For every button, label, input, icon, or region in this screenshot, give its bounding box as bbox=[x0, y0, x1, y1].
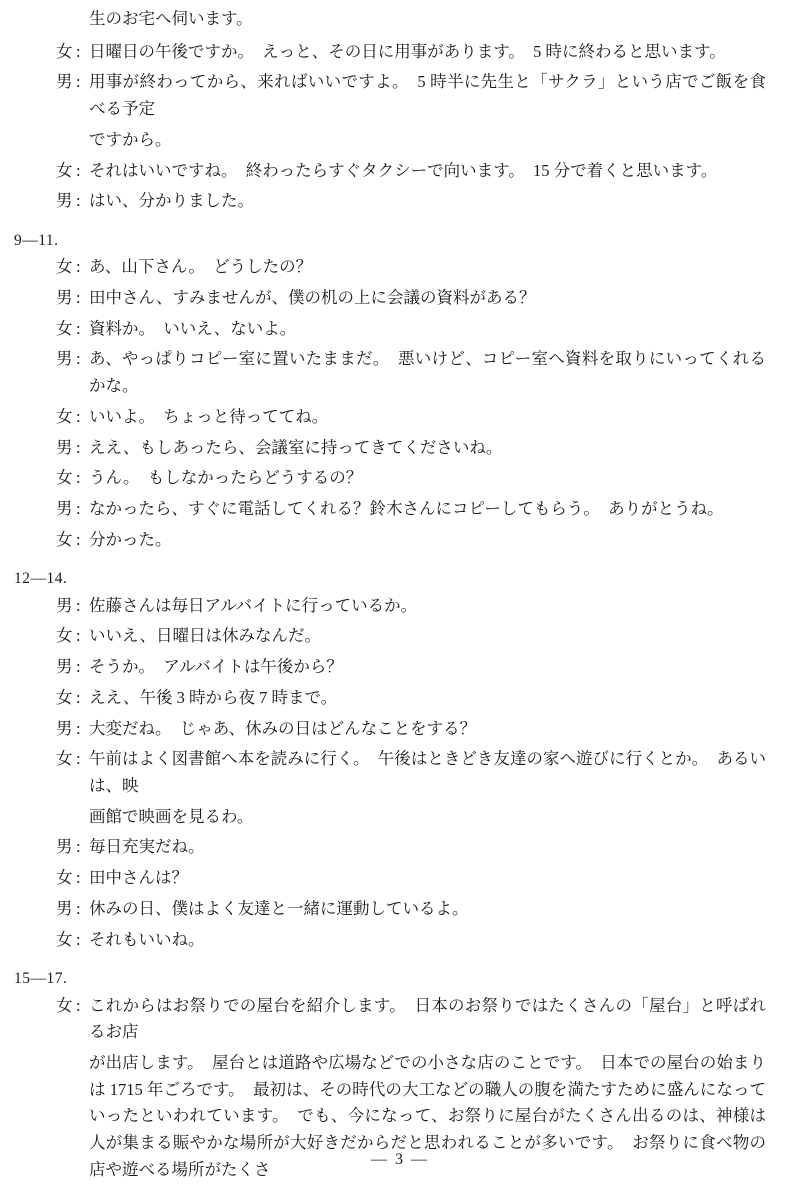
speaker-colon: : bbox=[76, 749, 81, 769]
speaker-label: 女 bbox=[56, 41, 73, 61]
utterance-text: 休みの日、僕はよく友達と一緒に運動しているよ。 bbox=[89, 898, 469, 918]
speaker-label: 男 bbox=[56, 898, 73, 918]
speaker-colon: : bbox=[76, 349, 81, 369]
utterance-text: 用事が終わってから、来ればいいですよ。 5 時半に先生と「サクラ」という店でご飯を食べる予定 bbox=[89, 72, 766, 119]
dialogue-line bbox=[12, 316, 766, 343]
speaker-label: 女 bbox=[56, 257, 73, 277]
utterance-text: それはいいですね。 終わったらすぐタクシーで向います。 15 分で着くと思います。 bbox=[89, 160, 718, 180]
speaker-label: 男 bbox=[56, 595, 73, 615]
utterance-text: いいえ、日曜日は休みなんだ。 bbox=[89, 626, 321, 646]
dialogue-line bbox=[12, 746, 766, 799]
speaker-colon: : bbox=[76, 868, 81, 888]
section-number: 15—17. bbox=[14, 970, 68, 988]
speaker-label: 男 bbox=[56, 718, 73, 738]
dialogue-line bbox=[12, 896, 766, 923]
utterance-text: 田中さんは？ bbox=[89, 868, 188, 888]
speaker-label: 女 bbox=[56, 529, 73, 549]
speaker-label: 女 bbox=[56, 406, 73, 426]
speaker-colon: : bbox=[76, 437, 81, 457]
speaker-colon: : bbox=[76, 406, 81, 426]
speaker-label: 男 bbox=[56, 657, 73, 677]
speaker-colon: : bbox=[76, 929, 81, 949]
speaker-colon: : bbox=[76, 657, 81, 677]
speaker-colon: : bbox=[76, 288, 81, 307]
dialogue-line bbox=[12, 593, 766, 620]
speaker-label: 男 bbox=[56, 837, 73, 857]
speaker-colon: : bbox=[76, 72, 81, 92]
utterance-text: うん。 もしなかったらどうするの？ bbox=[89, 468, 363, 488]
utterance-text: なかったら、すぐに電話してくれる？鈴木さんにコピーしてもらう。 ありがとうね。 bbox=[89, 499, 724, 519]
speaker-label: 男 bbox=[56, 349, 73, 369]
dialogue-line bbox=[12, 927, 766, 954]
utterance-text: 分かった。 bbox=[89, 529, 172, 549]
speaker-label: 女 bbox=[56, 929, 73, 949]
dialogue-line bbox=[12, 685, 766, 712]
dialogue-line bbox=[12, 188, 766, 215]
page-number: — 3 — bbox=[371, 1151, 429, 1168]
utterance-text: ええ、もしあったら、会議室に持ってきてくださいね。 bbox=[89, 437, 503, 457]
utterance-text: 佐藤さんは毎日アルバイトに行っているか。 bbox=[89, 595, 418, 615]
opening-line: 生のお宅へ伺います。 bbox=[89, 9, 253, 28]
speaker-label: 女 bbox=[56, 160, 73, 180]
speaker-colon: : bbox=[76, 499, 81, 519]
utterance-text: 大変だね。 じゃあ、休みの日はどんなことをする？ bbox=[89, 718, 477, 738]
dialogue-line bbox=[12, 834, 766, 861]
utterance-text: これからはお祭りでの屋台を紹介します。 日本のお祭りではたくさんの「屋台」と呼ばれるお店 bbox=[89, 995, 766, 1042]
utterance-text: ええ、午後 3 時から夜 7 時まで。 bbox=[89, 687, 338, 707]
section-number: 12—14. bbox=[14, 570, 68, 588]
dialogue-line bbox=[12, 527, 766, 554]
speaker-label: 男 bbox=[56, 288, 73, 307]
dialogue-line bbox=[12, 158, 766, 185]
utterance-text: 毎日充実だね。 bbox=[89, 837, 205, 857]
speaker-label: 女 bbox=[56, 318, 73, 338]
utterance-text: 午前はよく図書館へ本を読みに行く。 午後はときどき友達の家へ遊びに行くとか。 あるいは、映 bbox=[89, 749, 766, 796]
utterance-text: そうか。 アルバイトは午後から？ bbox=[89, 657, 343, 677]
speaker-colon: : bbox=[76, 468, 81, 488]
speaker-colon: : bbox=[76, 41, 81, 61]
dialogue-line bbox=[12, 435, 766, 462]
dialogue-line bbox=[12, 623, 766, 650]
speaker-colon: : bbox=[76, 529, 81, 549]
dialogue-line bbox=[12, 346, 766, 399]
dialogue-line bbox=[12, 69, 766, 122]
speaker-label: 女 bbox=[56, 749, 73, 769]
utterance-text: 日曜日の午後ですか。 えっと、その日に用事があります。 5 時に終わると思います。 bbox=[89, 41, 726, 61]
speaker-colon: : bbox=[76, 160, 81, 180]
speaker-colon: : bbox=[76, 898, 81, 918]
utterance-text: はい、分かりました。 bbox=[89, 191, 254, 211]
speaker-label: 女 bbox=[56, 687, 73, 707]
speaker-colon: : bbox=[76, 191, 81, 211]
speaker-label: 男 bbox=[56, 191, 73, 211]
speaker-colon: : bbox=[76, 626, 81, 646]
dialogue-line bbox=[12, 404, 766, 431]
utterance-text: 資料か。 いいえ、ないよ。 bbox=[89, 318, 297, 338]
dialogue-block-9-11 bbox=[12, 229, 766, 553]
dialogue-block-12-14 bbox=[12, 567, 766, 953]
speaker-label: 男 bbox=[56, 499, 73, 519]
dialogue-line bbox=[12, 716, 766, 743]
utterance-continuation: が出店します。 屋台とは道路や広場などでの小さな店のことです。 日本での屋台の始まりは 1715 年ごろです。 最初は、その時代の大工などの職人の腹を満たすために盛んになっていったといわれています。 でも、今になって、お祭りに屋台がたくさん出るのは、神様は人が集まる賑やかな場所が大好きだからだと思われることが多いです。 お祭りに食べ物の店や遊べる場所がたくさ bbox=[89, 1053, 766, 1179]
section-number: 9—11. bbox=[14, 232, 59, 250]
dialogue-line bbox=[12, 254, 766, 281]
utterance-text: あ、やっぱりコピー室に置いたままだ。 悪いけど、コピー室へ資料を取りにいってくれるかな。 bbox=[89, 349, 766, 396]
speaker-label: 女 bbox=[56, 868, 73, 888]
speaker-colon: : bbox=[76, 718, 81, 738]
speaker-colon: : bbox=[76, 995, 81, 1015]
speaker-label: 男 bbox=[56, 72, 73, 92]
utterance-continuation: 画館で映画を見るわ。 bbox=[89, 806, 254, 826]
dialogue-line bbox=[12, 865, 766, 892]
speaker-colon: : bbox=[76, 687, 81, 707]
utterance-text: あ、山下さん。 どうしたの？ bbox=[89, 257, 313, 277]
dialogue-line bbox=[12, 39, 766, 66]
dialogue-line bbox=[12, 285, 766, 312]
dialogue-line bbox=[12, 465, 766, 492]
speaker-label: 女 bbox=[56, 626, 73, 646]
speaker-label: 女 bbox=[56, 995, 73, 1015]
speaker-colon: : bbox=[76, 257, 81, 277]
dialogue-line bbox=[12, 496, 766, 523]
speaker-colon: : bbox=[76, 595, 81, 615]
speaker-colon: : bbox=[76, 318, 81, 338]
dialogue-line bbox=[12, 654, 766, 681]
dialogue-line bbox=[12, 993, 766, 1046]
speaker-label: 男 bbox=[56, 437, 73, 457]
utterance-text: いいよ。 ちょっと待っててね。 bbox=[89, 406, 329, 426]
utterance-text: それもいいね。 bbox=[89, 929, 205, 949]
speaker-label: 女 bbox=[56, 468, 73, 488]
speaker-colon: : bbox=[76, 837, 81, 857]
utterance-text: 田中さん、すみませんが、僕の机の上に会議の資料がある？ bbox=[89, 288, 536, 307]
utterance-continuation: ですから。 bbox=[89, 129, 172, 149]
dialogue-block-top bbox=[12, 39, 766, 215]
